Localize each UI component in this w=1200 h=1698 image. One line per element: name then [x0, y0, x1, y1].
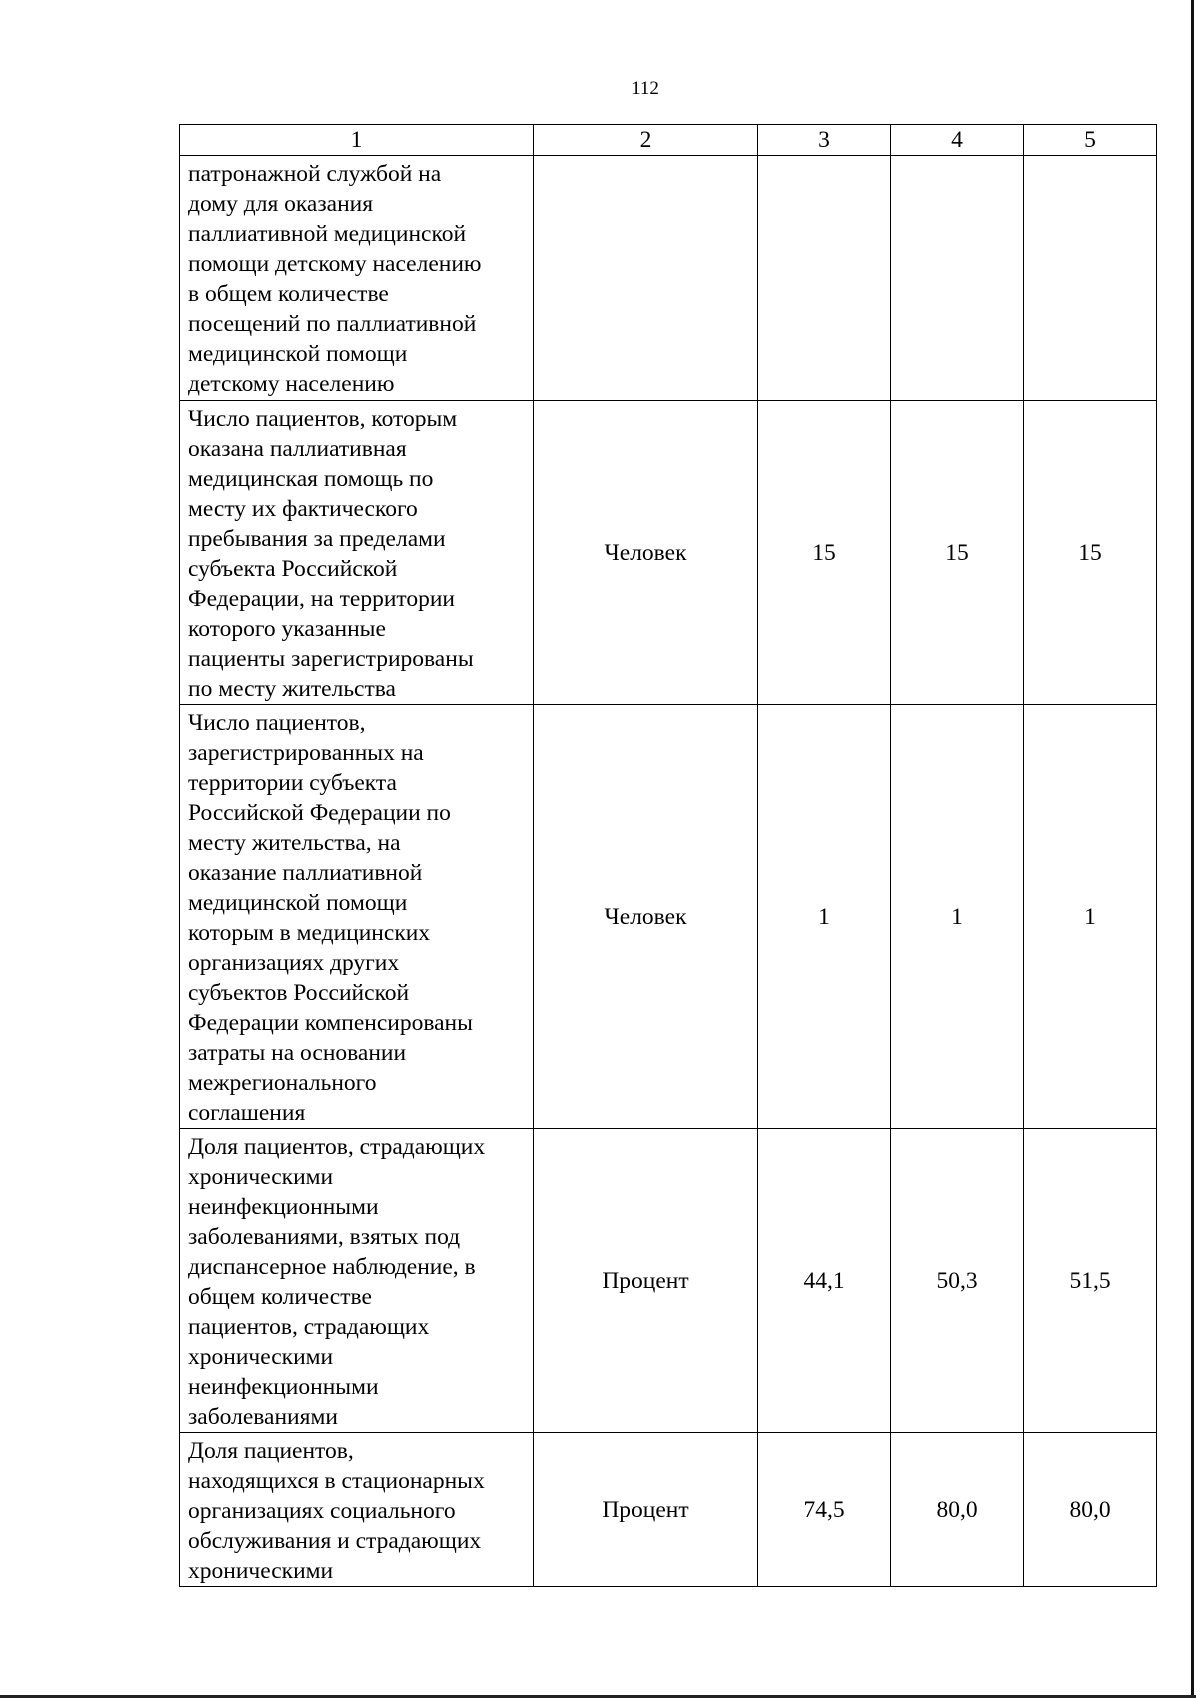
- value-cell: 44,1: [758, 1129, 891, 1433]
- value-cell: [758, 156, 891, 401]
- value-cell: 80,0: [891, 1433, 1024, 1587]
- table-row: [180, 401, 1157, 705]
- scan-edge-line: [1191, 0, 1194, 1698]
- indicator-description: Число пациентов, зарегистрированных на территории субъекта Российской Федерации по месту жительства, на оказание паллиативной медицинской помощи которым в медицинских организациях других субъектов Российской Федерации компенсированы затраты на основании межрегионального соглашения: [180, 705, 534, 1129]
- value-cell: 50,3: [891, 1129, 1024, 1433]
- value-cell: [1024, 156, 1157, 401]
- indicator-description: Доля пациентов, находящихся в стационарных организациях социального обслуживания и страдающих хроническими: [180, 1433, 534, 1587]
- value-cell: 1: [891, 705, 1024, 1129]
- table-row: [180, 156, 1157, 401]
- table-row: [180, 705, 1157, 1129]
- header-cell: 4: [891, 125, 1024, 156]
- unit-cell: Человек: [534, 401, 758, 705]
- unit-cell: Процент: [534, 1129, 758, 1433]
- value-cell: 1: [1024, 705, 1157, 1129]
- page-number: 112: [631, 78, 659, 99]
- value-cell: 15: [891, 401, 1024, 705]
- table-row: [180, 1129, 1157, 1433]
- value-cell: 1: [758, 705, 891, 1129]
- header-cell: 5: [1024, 125, 1157, 156]
- table-header-row: [180, 125, 1157, 156]
- value-cell: 80,0: [1024, 1433, 1157, 1587]
- unit-cell: Процент: [534, 1433, 758, 1587]
- value-cell: [891, 156, 1024, 401]
- value-cell: 15: [1024, 401, 1157, 705]
- indicator-description: Доля пациентов, страдающих хроническими неинфекционными заболеваниями, взятых под диспансерное наблюдение, в общем количестве пациентов, страдающих хроническими неинфекционными заболеваниями: [180, 1129, 534, 1433]
- unit-cell: Человек: [534, 705, 758, 1129]
- header-cell: 1: [180, 125, 534, 156]
- header-cell: 3: [758, 125, 891, 156]
- indicator-description: Число пациентов, которым оказана паллиативная медицинская помощь по месту их фактического пребывания за пределами субъекта Российской Федерации, на территории которого указанные пациенты зарегистрированы по месту жительства: [180, 401, 534, 705]
- unit-cell: [534, 156, 758, 401]
- header-cell: 2: [534, 125, 758, 156]
- value-cell: 74,5: [758, 1433, 891, 1587]
- value-cell: 15: [758, 401, 891, 705]
- indicators-table: [179, 124, 1157, 1587]
- value-cell: 51,5: [1024, 1129, 1157, 1433]
- table-row: [180, 1433, 1157, 1587]
- indicator-description: патронажной службой на дому для оказания паллиативной медицинской помощи детскому населению в общем количестве посещений по паллиативной медицинской помощи детскому населению: [180, 156, 534, 401]
